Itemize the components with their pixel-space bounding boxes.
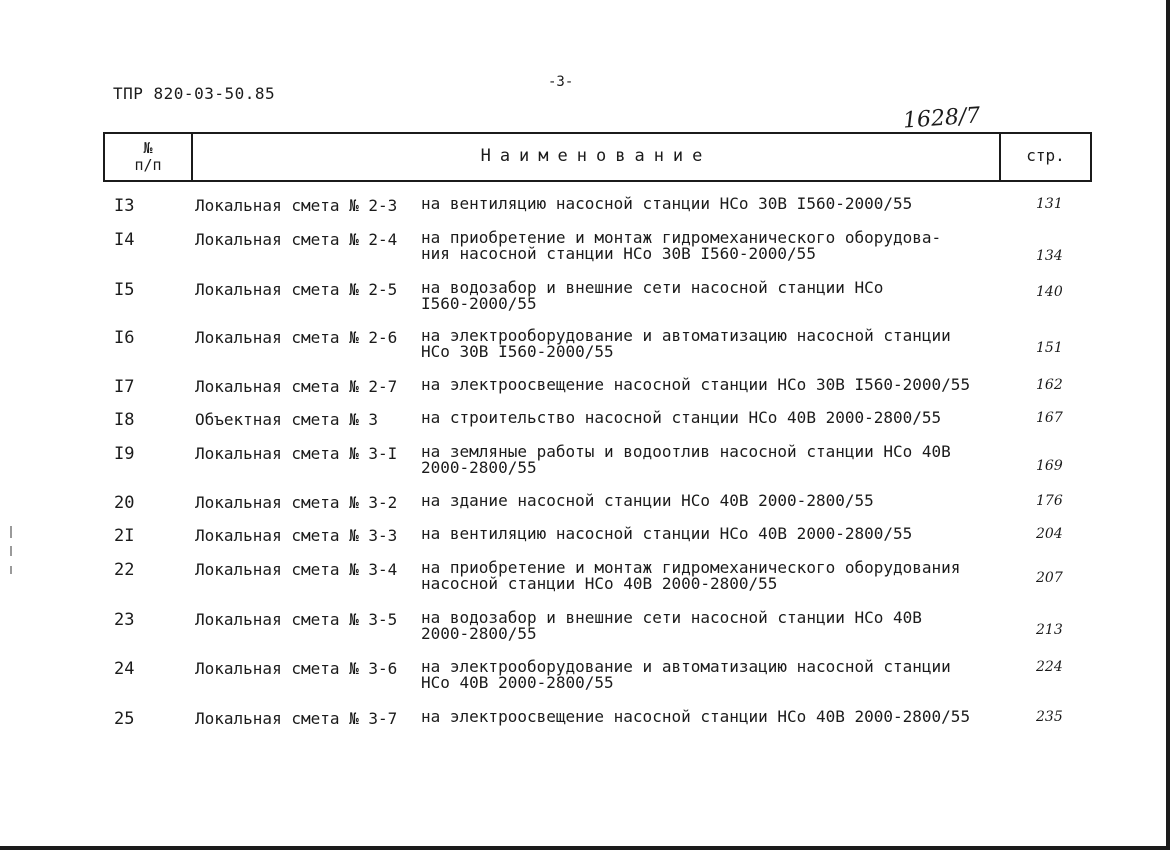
row-number: I8 [114, 410, 135, 430]
estimate-description: на приобретение и монтаж гидромеханического оборудования насосной станции НСо 40В 2000-2800/55 [421, 558, 961, 593]
page-reference: 162 [1036, 377, 1063, 393]
row-number: 25 [114, 709, 135, 729]
page-reference: 140 [1036, 284, 1063, 300]
estimate-title: Локальная смета № 2-5 [195, 280, 398, 299]
estimate-description: на электрооборудование и автоматизацию насосной станции НСо 40В 2000-2800/55 [421, 657, 951, 692]
margin-mark [10, 566, 12, 574]
page-reference: 167 [1036, 410, 1063, 426]
row-number: 22 [114, 560, 135, 580]
estimate-description: на электроосвещение насосной станции НСо 30В I560-2000/55 [421, 375, 971, 394]
column-header-name: Наименование [480, 146, 712, 166]
estimate-title: Локальная смета № 2-3 [195, 196, 398, 215]
page-reference: 134 [1036, 248, 1063, 264]
row-number: 20 [114, 493, 135, 513]
estimate-description: на вентиляцию насосной станции НСо 40В 2000-2800/55 [421, 524, 913, 543]
page-reference: 207 [1036, 570, 1063, 586]
row-number: I6 [114, 328, 135, 348]
estimate-description: на здание насосной станции НСо 40В 2000-2800/55 [421, 491, 874, 510]
row-number: 23 [114, 610, 135, 630]
estimate-title: Локальная смета № 3-7 [195, 709, 398, 728]
page-number: -3- [548, 74, 574, 90]
document-code: ТПР 820-03-50.85 [113, 84, 276, 103]
page-reference: 176 [1036, 493, 1063, 509]
estimate-title: Локальная смета № 3-5 [195, 610, 398, 629]
table-header [103, 132, 1092, 182]
estimate-title: Локальная смета № 3-I [195, 444, 398, 463]
margin-mark [10, 546, 12, 556]
page-reference: 151 [1036, 340, 1063, 356]
row-number: I3 [114, 196, 135, 216]
page-reference: 224 [1036, 659, 1063, 675]
row-number: 2I [114, 526, 135, 546]
page-reference: 169 [1036, 458, 1063, 474]
page-edge [0, 846, 1170, 850]
page-edge [1166, 0, 1170, 850]
column-header-page: стр. [1026, 146, 1065, 165]
handwritten-stamp: 1628/7 [902, 103, 982, 134]
margin-mark [10, 526, 12, 538]
page-reference: 131 [1036, 196, 1063, 212]
estimate-title: Объектная смета № 3 [195, 410, 379, 429]
estimate-description: на водозабор и внешние сети насосной станции НСо I560-2000/55 [421, 278, 884, 313]
estimate-description: на приобретение и монтаж гидромеханического оборудова- ния насосной станции НСо 30В I560-2000/55 [421, 228, 942, 263]
estimate-title: Локальная смета № 3-3 [195, 526, 398, 545]
estimate-description: на вентиляцию насосной станции НСо 30В I560-2000/55 [421, 194, 913, 213]
row-number: 24 [114, 659, 135, 679]
estimate-title: Локальная смета № 3-2 [195, 493, 398, 512]
estimate-description: на электрооборудование и автоматизацию насосной станции НСо 30В I560-2000/55 [421, 326, 951, 361]
estimate-title: Локальная смета № 2-6 [195, 328, 398, 347]
page-reference: 213 [1036, 622, 1063, 638]
estimate-title: Локальная смета № 3-6 [195, 659, 398, 678]
estimate-description: на электроосвещение насосной станции НСо 40В 2000-2800/55 [421, 707, 971, 726]
page-reference: 204 [1036, 526, 1063, 542]
estimate-title: Локальная смета № 3-4 [195, 560, 398, 579]
column-header-number: № п/п [134, 139, 162, 174]
row-number: I5 [114, 280, 135, 300]
estimate-title: Локальная смета № 2-7 [195, 377, 398, 396]
page-reference: 235 [1036, 709, 1063, 725]
estimate-description: на земляные работы и водоотлив насосной станции НСо 40В 2000-2800/55 [421, 442, 951, 477]
estimate-title: Локальная смета № 2-4 [195, 230, 398, 249]
estimate-description: на строительство насосной станции НСо 40В 2000-2800/55 [421, 408, 942, 427]
estimate-description: на водозабор и внешние сети насосной станции НСо 40В 2000-2800/55 [421, 608, 922, 643]
row-number: I9 [114, 444, 135, 464]
row-number: I7 [114, 377, 135, 397]
row-number: I4 [114, 230, 135, 250]
